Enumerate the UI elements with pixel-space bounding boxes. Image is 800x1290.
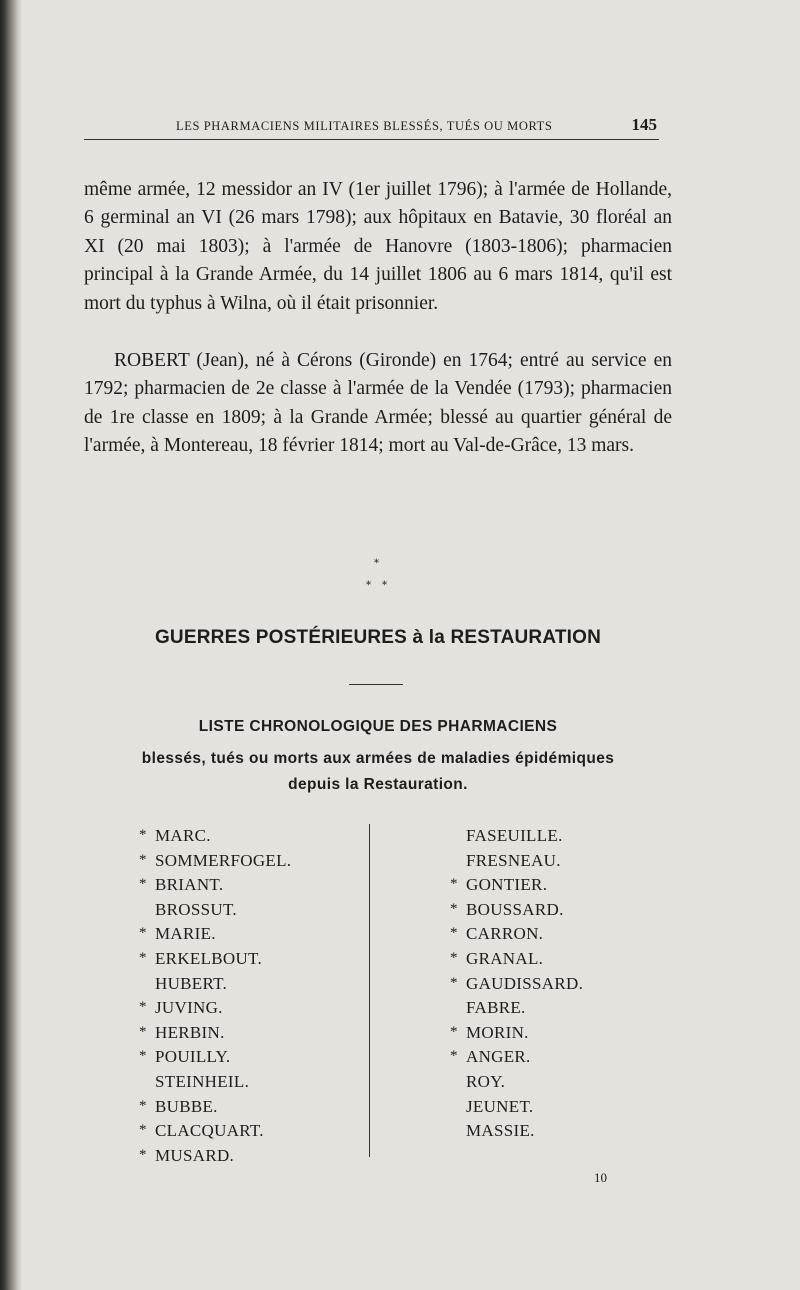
- asterism-star: *: [382, 580, 387, 591]
- pharmacist-name: ROY.: [466, 1071, 506, 1091]
- asterisk-mark: *: [139, 1048, 147, 1065]
- list-item: [450, 972, 670, 997]
- list-item: [450, 996, 670, 1021]
- pharmacist-name: CLACQUART.: [155, 1121, 264, 1141]
- list-subheading: blessés, tués ou morts aux armées de maladies épidémiques: [141, 750, 615, 767]
- list-heading: LISTE CHRONOLOGIQUE DES PHARMACIENS: [198, 718, 558, 735]
- pharmacist-name: HUBERT.: [155, 973, 228, 993]
- list-item: [139, 898, 359, 923]
- list-item: [139, 922, 359, 947]
- pharmacist-name: FRESNEAU.: [466, 850, 561, 870]
- pharmacist-name: SOMMERFOGEL.: [155, 850, 292, 870]
- list-item: [450, 849, 670, 874]
- asterisk-mark: *: [139, 949, 147, 966]
- running-header: [84, 117, 659, 140]
- list-item: [450, 873, 670, 898]
- running-title: LES PHARMACIENS MILITAIRES BLESSÉS, TUÉS OU MORTS: [176, 119, 553, 133]
- asterisk-mark: *: [450, 925, 458, 942]
- list-subheading: depuis la Restauration.: [288, 776, 468, 793]
- list-item: [450, 824, 670, 849]
- asterisk-mark: *: [450, 1023, 458, 1040]
- pharmacist-name: MORIN.: [466, 1022, 529, 1042]
- list-item: [139, 873, 359, 898]
- pharmacist-name: GONTIER.: [466, 875, 548, 895]
- list-item: [139, 1070, 359, 1095]
- column-divider: [369, 824, 370, 1157]
- names-left-column: [139, 824, 359, 1168]
- pharmacist-name: JEUNET.: [466, 1096, 534, 1116]
- list-item: [139, 1144, 359, 1169]
- asterisk-mark: *: [450, 1048, 458, 1065]
- pharmacist-name: ERKELBOUT.: [155, 948, 263, 968]
- signature-mark: 10: [594, 1170, 607, 1185]
- asterisk-mark: *: [139, 999, 147, 1016]
- book-spine-shadow: [0, 0, 22, 1290]
- pharmacist-name: MARC.: [155, 826, 211, 845]
- list-item: [139, 1045, 359, 1070]
- asterisk-mark: *: [139, 1122, 147, 1139]
- pharmacist-name: GRANAL.: [466, 948, 544, 968]
- pharmacist-name: ANGER.: [466, 1047, 531, 1067]
- asterism: [352, 558, 402, 598]
- list-item: [450, 898, 670, 923]
- pharmacist-name: CARRON.: [466, 924, 544, 944]
- asterism-star: *: [374, 558, 379, 569]
- pharmacist-name: POUILLY.: [155, 1047, 231, 1067]
- list-item: [450, 1045, 670, 1070]
- asterisk-mark: *: [139, 1023, 147, 1040]
- list-item: [139, 1095, 359, 1120]
- pharmacist-name: MUSARD.: [155, 1145, 235, 1165]
- pharmacist-name: BOUSSARD.: [466, 899, 564, 919]
- list-item: [139, 947, 359, 972]
- pharmacist-name: FASEUILLE.: [466, 826, 563, 845]
- list-item: [139, 1021, 359, 1046]
- pharmacist-name: HERBIN.: [155, 1022, 225, 1042]
- asterisk-mark: *: [139, 851, 147, 868]
- paragraph-continuation: même armée, 12 messidor an IV (1er juillet 1796); à l'armée de Hollande, 6 germinal an VI (26 mars 1798); aux hôpitaux en Batavie, 30 floréal an XI (20 mai 1803); à l'armée de Hanovre (1803-1806); pharmacien principal à la Grande Armée, du 14 juillet 1806 au 6 mars 1814, qu'il est mort du typhus à Wilna, où il était prisonnier.: [84, 179, 672, 314]
- pharmacist-name: BROSSUT.: [155, 899, 237, 919]
- list-item: [139, 824, 359, 849]
- pharmacist-name: MARIE.: [155, 924, 216, 944]
- pharmacist-name: JUVING.: [155, 998, 223, 1018]
- asterisk-mark: *: [139, 827, 147, 843]
- paragraph-robert: ROBERT (Jean), né à Cérons (Gironde) en 1764; entré au service en 1792; pharmacien de 2e classe à l'armée de la Vendée (1793); pharmacien de 1re classe en 1809; à la Grande Armée; blessé au quartier général de l'armée, à Montereau, 18 février 1814; mort au Val-de-Grâce, 13 mars.: [84, 350, 672, 457]
- asterisk-mark: *: [450, 876, 458, 893]
- asterism-star: *: [366, 580, 371, 591]
- asterisk-mark: *: [450, 949, 458, 966]
- list-item: [139, 996, 359, 1021]
- list-item: [450, 922, 670, 947]
- asterisk-mark: *: [450, 900, 458, 917]
- asterisk-mark: *: [139, 876, 147, 893]
- names-right-column: [450, 824, 670, 1144]
- section-divider: [349, 684, 403, 685]
- list-item: [450, 1070, 670, 1095]
- section-title: GUERRES POSTÉRIEURES à la RESTAURATION: [154, 627, 602, 648]
- list-item: [139, 972, 359, 997]
- pharmacist-name: BUBBE.: [155, 1096, 218, 1116]
- list-item: [450, 947, 670, 972]
- list-item: [450, 1021, 670, 1046]
- list-item: [139, 1119, 359, 1144]
- list-item: [450, 1095, 670, 1120]
- list-item: [139, 849, 359, 874]
- page-number: 145: [631, 115, 657, 134]
- pharmacist-name: GAUDISSARD.: [466, 973, 584, 993]
- asterisk-mark: *: [139, 1146, 147, 1163]
- list-item: [450, 1119, 670, 1144]
- pharmacist-name: BRIANT.: [155, 875, 224, 895]
- pharmacist-name: STEINHEIL.: [155, 1071, 250, 1091]
- pharmacist-name: MASSIE.: [466, 1121, 535, 1141]
- asterisk-mark: *: [139, 925, 147, 942]
- pharmacist-name: FABRE.: [466, 998, 526, 1018]
- asterisk-mark: *: [450, 974, 458, 991]
- asterisk-mark: *: [139, 1097, 147, 1114]
